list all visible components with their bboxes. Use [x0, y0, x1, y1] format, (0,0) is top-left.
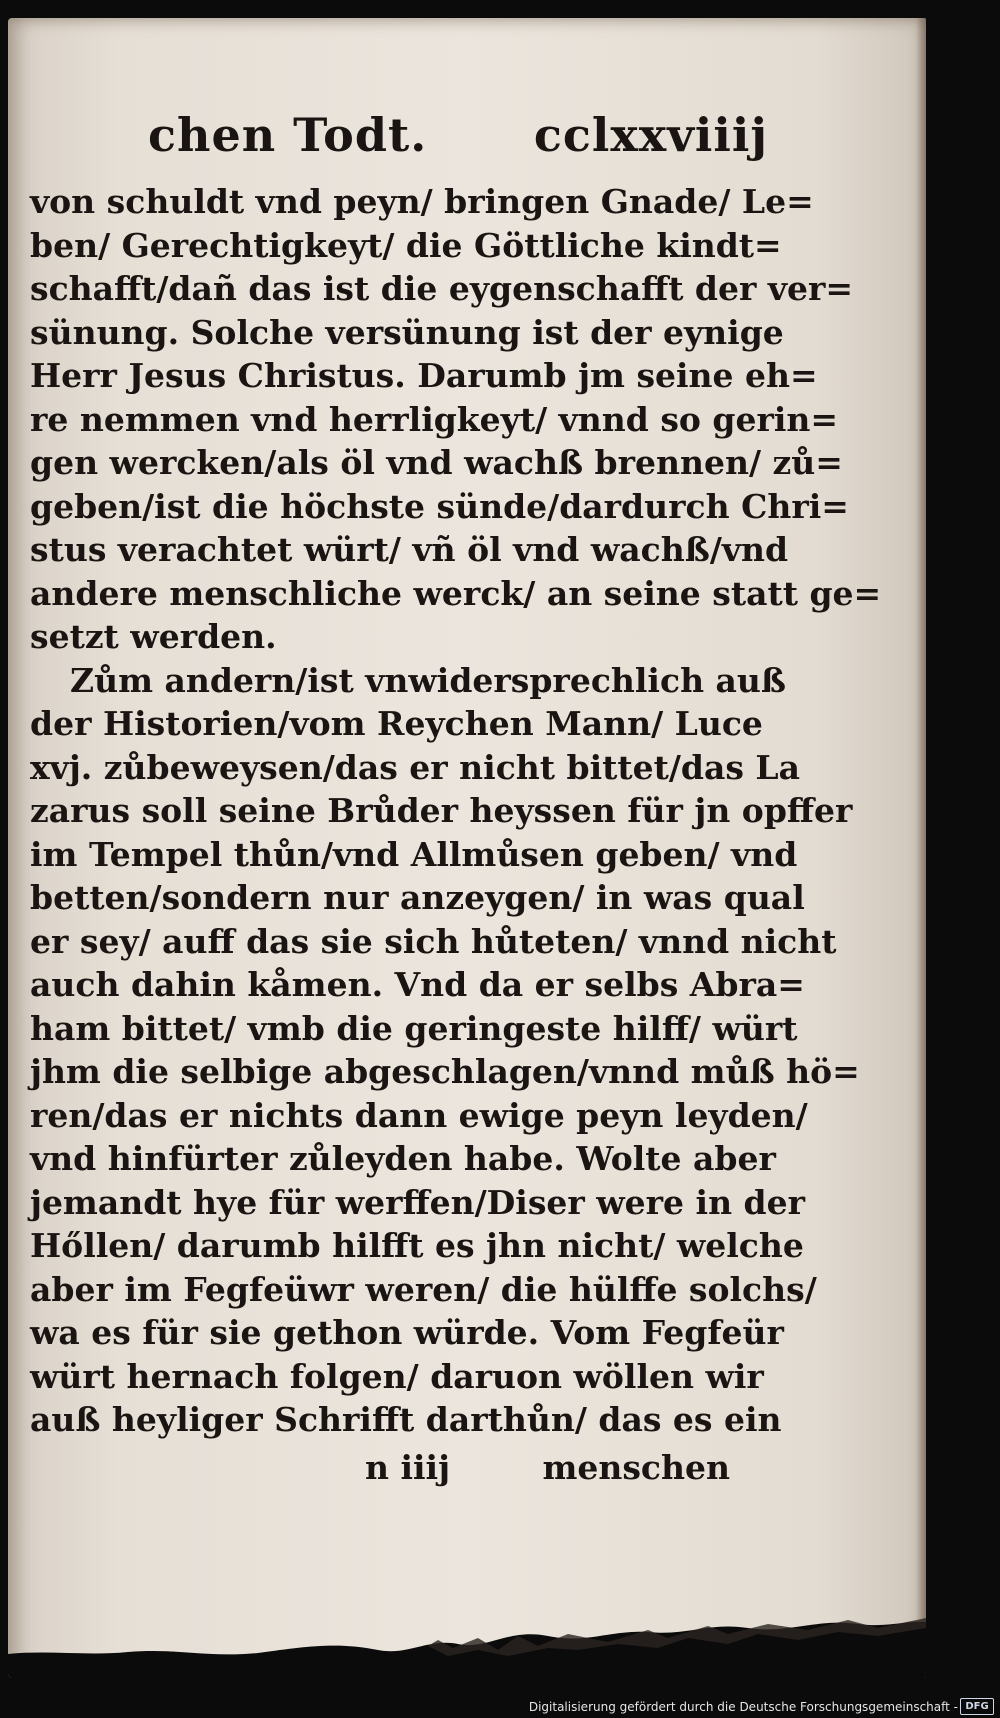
text-line: Herr Jesus Christus. Darumb jm seine eh= [30, 356, 818, 395]
text-line: zarus soll seine Brůder heyssen für jn opffer [30, 791, 853, 830]
text-line: der Historien/vom Reychen Mann/ Luce [30, 704, 763, 743]
text-line: betten/sondern nur anzeygen/ in was qual [30, 878, 805, 917]
text-line: setzt werden. [30, 617, 277, 656]
text-line: re nemmen vnd herrligkeyt/ vnnd so gerin= [30, 399, 839, 439]
catchword: menschen [542, 1448, 730, 1487]
text-line: ham bittet/ vmb die geringeste hilff/ würt [30, 1008, 798, 1048]
signature-mark: n iiij [365, 1448, 451, 1487]
text-line: er sey/ auff das sie sich hůteten/ vnnd nicht [30, 921, 837, 961]
text-line: vnd hinfürter zůleyden habe. Wolte aber [30, 1139, 776, 1178]
text-line: aber im Fegfeüwr weren/ die hülffe solchs/ [30, 1269, 817, 1309]
text-line: schafft/dañ das ist die eygenschafft der ver= [30, 269, 854, 308]
text-line: sünung. Solche versünung ist der eynige [30, 312, 784, 352]
running-head: chen Todt. [148, 108, 428, 162]
text-line: xvj. zůbeweysen/das er nicht bittet/das La [30, 747, 801, 787]
page-header [148, 108, 768, 178]
page-edge-shadow [916, 18, 926, 1678]
damaged-page-edge [8, 1558, 926, 1678]
text-line: stus verachtet würt/ vñ öl vnd wachß/vnd [30, 530, 789, 569]
page-footer [30, 1448, 730, 1498]
text-line: geben/ist die höchste sünde/dardurch Chri= [30, 486, 849, 526]
book-page [8, 18, 926, 1678]
text-line: gen wercken/als öl vnd wachß brennen/ zů= [30, 443, 843, 482]
dfg-logo: DFG [960, 1698, 994, 1715]
text-line: im Tempel thůn/vnd Allmůsen geben/ vnd [30, 834, 798, 874]
text-line: jhm die selbige abgeschlagen/vnnd můß hö= [30, 1052, 860, 1091]
folio-number: cclxxviiij [533, 108, 768, 162]
text-line: andere menschliche werck/ an seine statt ge= [30, 573, 882, 613]
text-line: auch dahin kåmen. Vnd da er selbs Abra= [30, 965, 805, 1004]
text-line: von schuldt vnd peyn/ bringen Gnade/ Le= [30, 182, 814, 221]
footer-bar [0, 1696, 1000, 1718]
text-line: ben/ Gerechtigkeyt/ die Göttliche kindt= [30, 225, 782, 265]
text-line: wa es für sie gethon würde. Vom Fegfeür [30, 1313, 784, 1352]
text-line: würt hernach folgen/ daruon wöllen wir [30, 1356, 764, 1396]
text-line: Zům andern/ist vnwidersprechlich auß [70, 660, 786, 700]
text-line: ren/das er nichts dann ewige peyn leyden/ [30, 1095, 808, 1135]
text-line: auß heyliger Schrifft darthůn/ das es ein [30, 1400, 782, 1439]
body-text [30, 180, 882, 1442]
digitization-credit: Digitalisierung gefördert durch die Deutsche Forschungsgemeinschaft - [528, 1700, 958, 1714]
text-line: jemandt hye für werffen/Diser were in der [30, 1182, 806, 1222]
text-line: Hőllen/ darumb hilfft es jhn nicht/ welche [30, 1226, 804, 1265]
